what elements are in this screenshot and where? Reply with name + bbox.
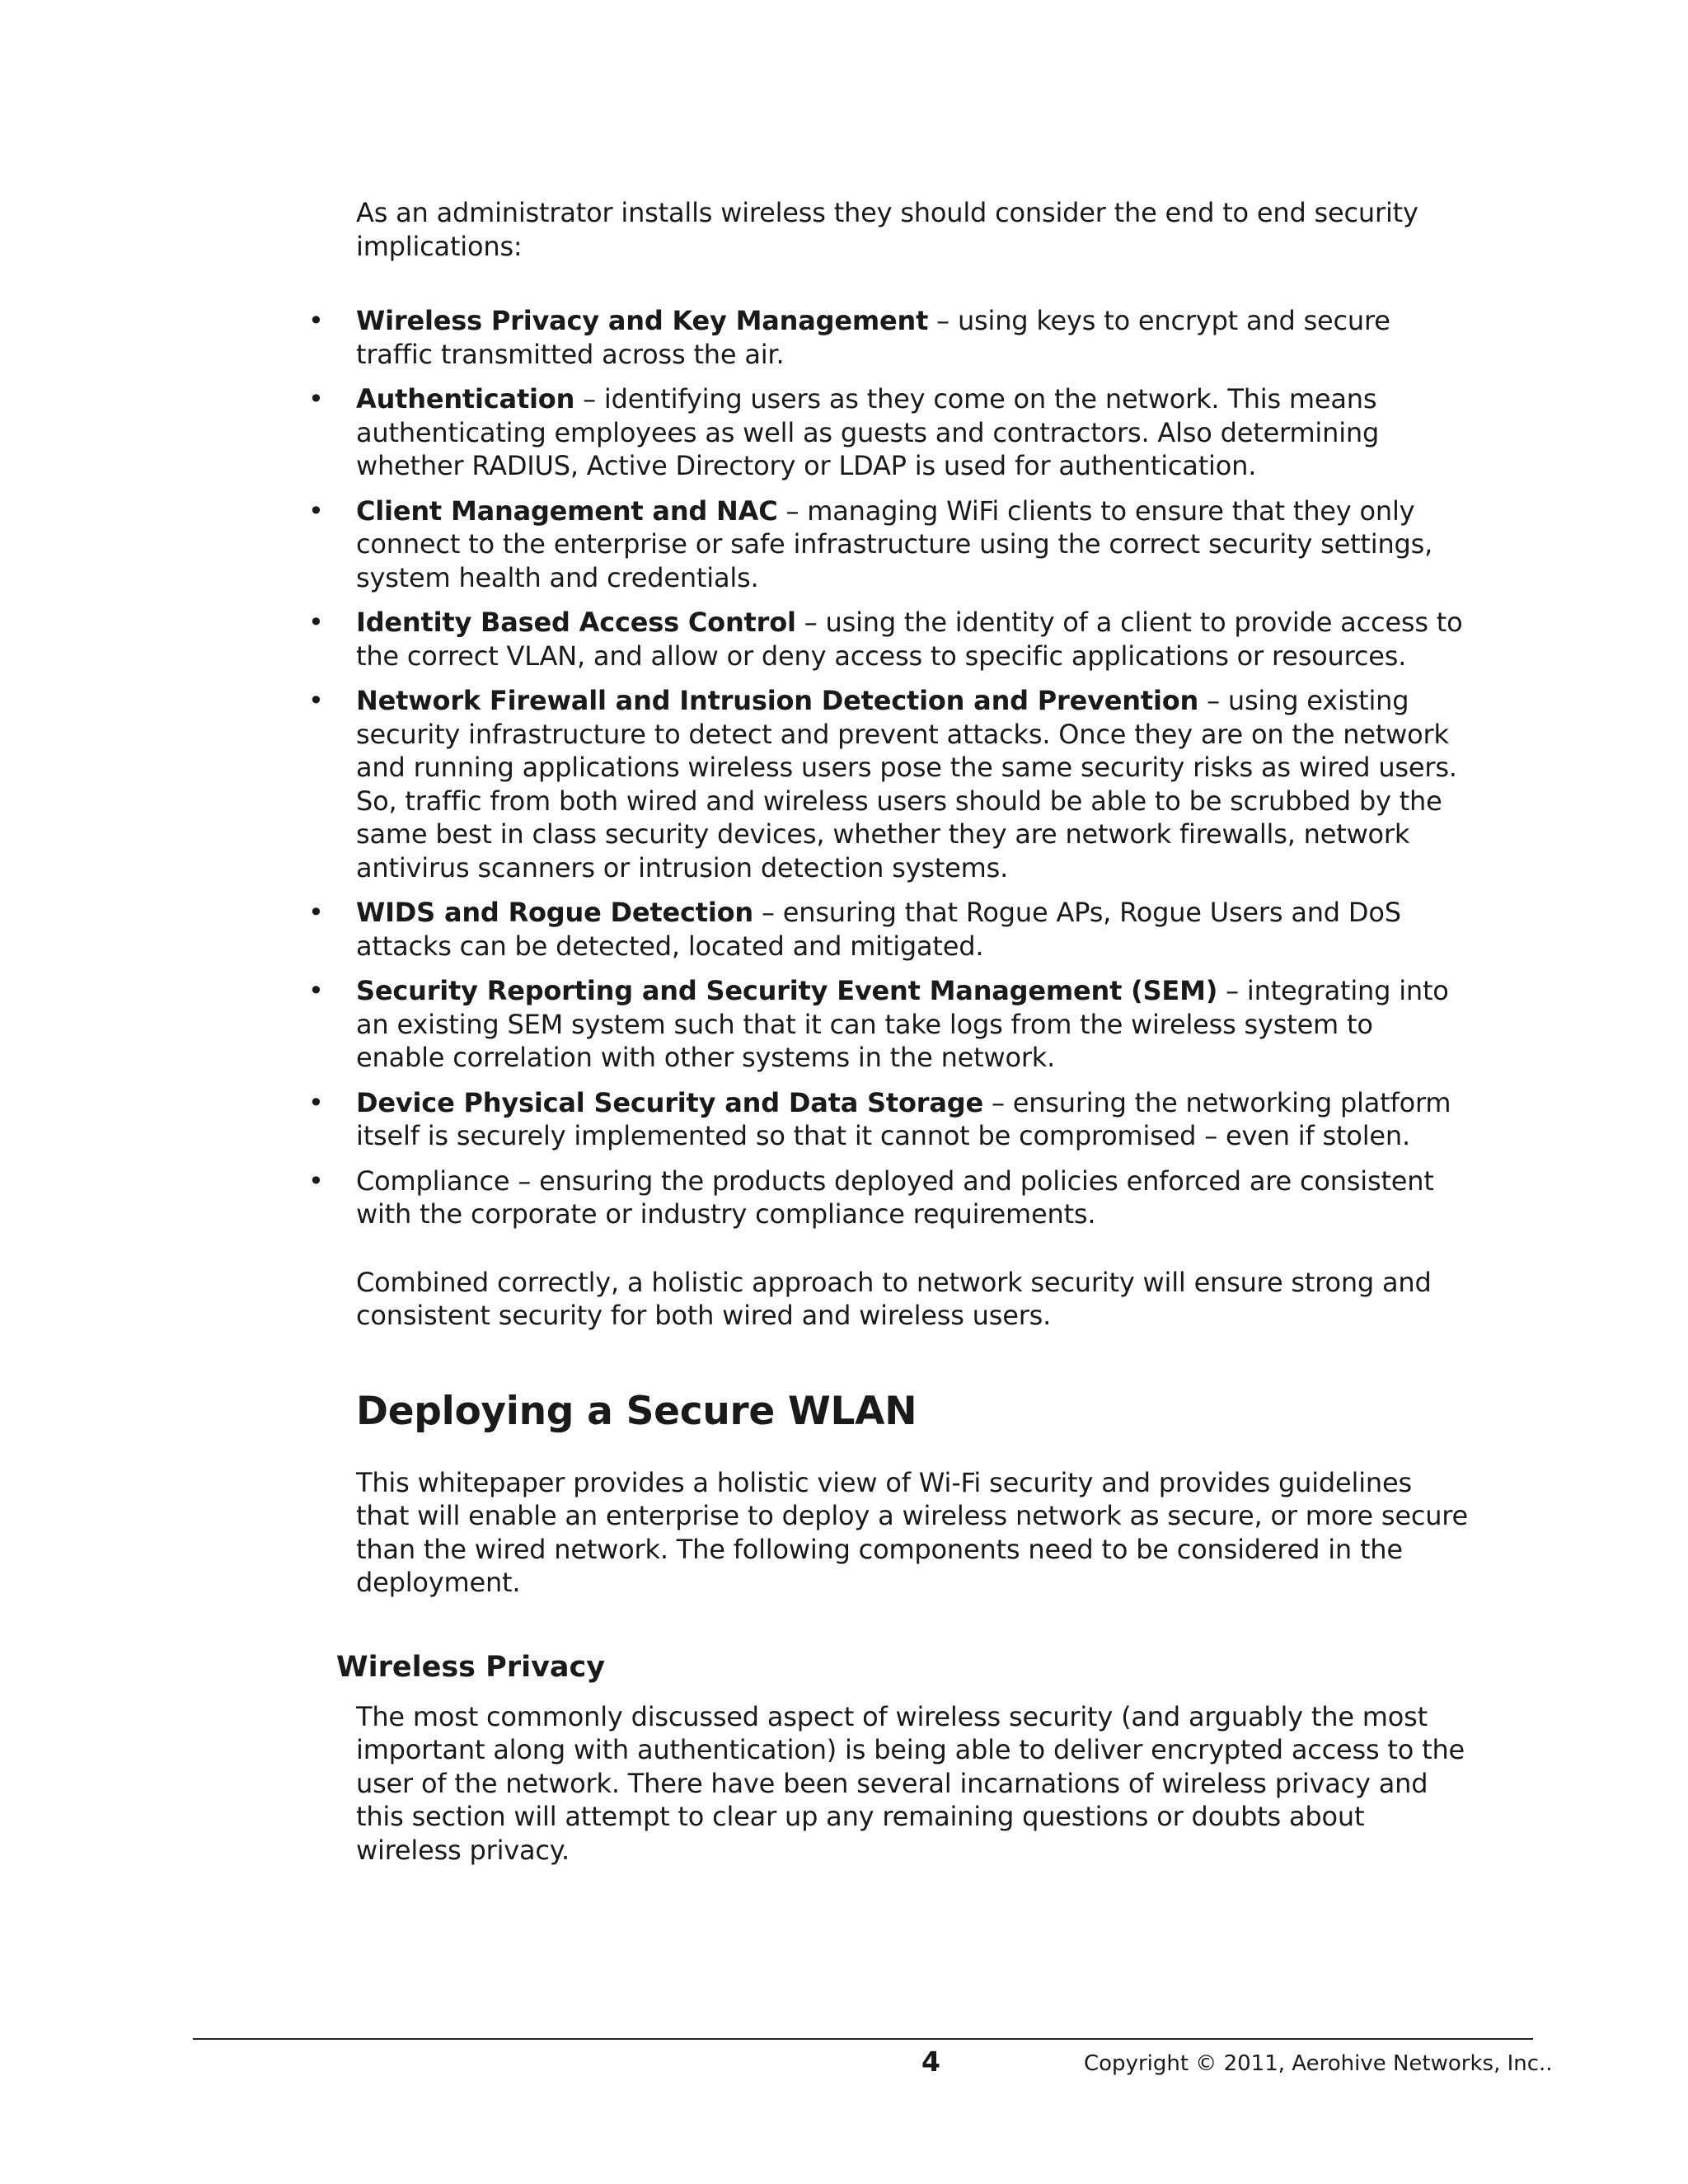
list-item bbox=[308, 304, 1469, 371]
list-item-term: WIDS and Rogue Detection bbox=[356, 897, 753, 928]
list-item-text: – integrating into an existing SEM system such that it can take logs from the wireless system to enable correlation with other systems in the network. bbox=[356, 975, 1449, 1073]
list-item-term: Wireless Privacy and Key Management bbox=[356, 305, 929, 336]
list-item-text: – managing WiFi clients to ensure that they only connect to the enterprise or safe infrastructure using the correct security settings, system health and credentials. bbox=[356, 494, 1433, 593]
list-item bbox=[308, 606, 1469, 673]
list-item-text: – identifying users as they come on the network. This means authenticating employees as well as guests and contractors. Also determining whether RADIUS, Active Directory or LDAP is used for authentication. bbox=[356, 383, 1380, 481]
intro-paragraph: As an administrator installs wireless they should consider the end to end security implications: bbox=[356, 197, 1418, 262]
footer-divider bbox=[193, 2038, 1533, 2040]
subsection-body-paragraph: The most commonly discussed aspect of wireless security (and arguably the most important along with authentication) is being able to deliver encrypted access to the user of the network. There have been several incarnations of wireless privacy and this section will attempt to clear up any remaining questions or doubts about wireless privacy. bbox=[356, 1700, 1465, 1866]
list-item bbox=[308, 1165, 1469, 1231]
list-item bbox=[308, 382, 1469, 483]
list-item-text: – using existing security infrastructure to detect and prevent attacks. Once they are on the network and running applications wireless users pose the same security risks as wired users. So, traffic from both wired and wireless users should be able to be scrubbed by the same best in class security devices, whether they are network firewalls, network antivirus scanners or intrusion detection systems. bbox=[356, 685, 1457, 883]
page-content bbox=[308, 196, 1469, 1867]
bullet-icon: • bbox=[308, 1086, 324, 1118]
list-item bbox=[308, 684, 1469, 884]
list-item-text: – ensuring the networking platform itself is securely implemented so that it cannot be compromised – even if stolen. bbox=[356, 1086, 1451, 1151]
list-item bbox=[308, 896, 1469, 963]
bullet-icon: • bbox=[308, 383, 324, 415]
bullet-icon: • bbox=[308, 975, 324, 1006]
list-item-term: Network Firewall and Intrusion Detection and Prevention bbox=[356, 685, 1199, 716]
list-item-text: – using keys to encrypt and secure traffic transmitted across the air. bbox=[356, 305, 1390, 370]
list-item-text: Compliance – ensuring the products deployed and policies enforced are consistent with the corporate or industry compliance requirements. bbox=[356, 1165, 1434, 1230]
list-item-text: – using the identity of a client to provide access to the correct VLAN, and allow or deny access to specific applications or resources. bbox=[356, 607, 1463, 672]
page-number: 4 bbox=[921, 2046, 940, 2078]
bullet-icon: • bbox=[308, 305, 324, 336]
closing-paragraph: Combined correctly, a holistic approach to network security will ensure strong and consistent security for both wired and wireless users. bbox=[356, 1266, 1432, 1331]
bullet-icon: • bbox=[308, 494, 324, 527]
list-item-term: Security Reporting and Security Event Management (SEM) bbox=[356, 975, 1218, 1006]
list-item-text: – ensuring that Rogue APs, Rogue Users and DoS attacks can be detected, located and mitigated. bbox=[356, 897, 1401, 962]
list-item-term: Identity Based Access Control bbox=[356, 607, 796, 638]
section-heading: Deploying a Secure WLAN bbox=[356, 1388, 917, 1434]
list-item-term: Device Physical Security and Data Storage bbox=[356, 1086, 983, 1118]
list-item bbox=[308, 1086, 1469, 1153]
list-item bbox=[308, 494, 1469, 595]
bullet-icon: • bbox=[308, 685, 324, 716]
bullet-icon: • bbox=[308, 607, 324, 638]
list-item bbox=[308, 974, 1469, 1075]
copyright-notice: Copyright © 2011, Aerohive Networks, Inc.. bbox=[1084, 2051, 1553, 2076]
list-item-term: Client Management and NAC bbox=[356, 494, 778, 527]
bullet-icon: • bbox=[308, 1165, 324, 1197]
subsection-heading: Wireless Privacy bbox=[336, 1650, 606, 1684]
list-item-term: Authentication bbox=[356, 383, 575, 415]
bullet-icon: • bbox=[308, 897, 324, 928]
security-considerations-list bbox=[308, 304, 1469, 1231]
section-body-paragraph: This whitepaper provides a holistic view of Wi-Fi security and provides guidelines that will enable an enterprise to deploy a wireless network as secure, or more secure than the wired network. The following components need to be considered in the deployment. bbox=[356, 1466, 1469, 1598]
